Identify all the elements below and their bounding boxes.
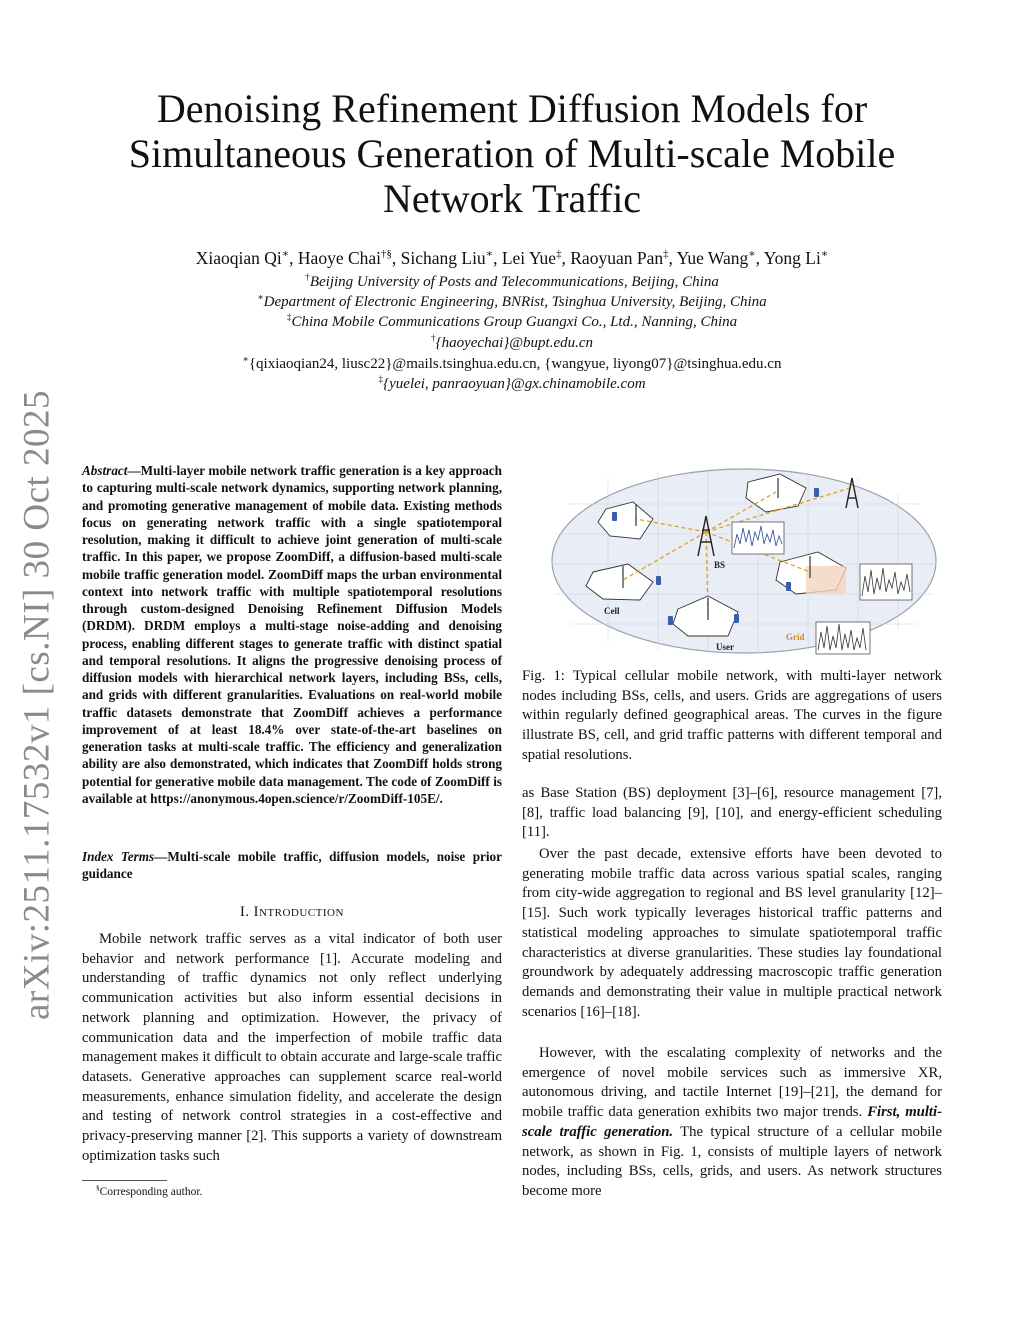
email-line: †{haoyechai}@bupt.edu.cn xyxy=(430,334,594,351)
author: Sichang Liu∗ xyxy=(400,248,494,268)
intro-paragraph: Mobile network traffic serves as a vital indicator of both user behavior and network performance [1]. Accurate modeling and understanding of traffic dynamics not only reflect underlying communication activities but also inform essential decisions in network planning and optimization. However, the privacy of communication data and the imperfection of mobile traffic data management makes it difficult to obtain accurate and large-scale traffic datasets. Generative approaches can supplement scarce real-world measurements, enhance simulation fidelity, and accelerate the design and testing of network control strategies in a cost-effective and privacy-preserving manner [2]. This supports a variety of downstream optimization tasks such xyxy=(82,931,502,1164)
author: Xiaoqian Qi∗ xyxy=(195,248,290,268)
email-line: ‡{yuelei, panraoyuan}@gx.chinamobile.com xyxy=(378,375,646,392)
coverage-area xyxy=(552,469,936,653)
cell-label: Cell xyxy=(604,606,620,616)
arxiv-identifier: arXiv:2511.17532v1 [cs.NI] 30 Oct 2025 xyxy=(16,389,58,1021)
author: Yue Wang∗ xyxy=(676,248,756,268)
email-line: ∗{qixiaoqian24, liusc22}@mails.tsinghua.edu.cn, {wangyue, liyong07}@tsinghua.edu.cn xyxy=(242,355,782,372)
body-paragraph: However, with the escalating complexity of networks and the emergence of novel mobile services such as immersive XR, autonomous driving, and tactile Internet [19]–[21], the demand for mobile traffic data generation exhibits two major trends. First, multi-scale traffic generation. The typical structure of a cellular mobile network, as shown in Fig. 1, consists of multiple layers of network nodes, including BSs, cells, grids, and users. As network structures become more xyxy=(522,1045,942,1199)
affiliation: †Beijing University of Posts and Telecommunications, Beijing, China xyxy=(305,273,719,290)
user-label: User xyxy=(716,642,734,652)
grid-label: Grid xyxy=(786,632,805,642)
cell-traffic-plot xyxy=(860,564,912,600)
footnote-rule xyxy=(82,1180,167,1181)
author: Raoyuan Pan‡ xyxy=(570,248,669,268)
body-paragraph: Over the past decade, extensive efforts have been devoted to generating mobile traffic data across various spatial scales, ranging from city-wide aggregation to regional and BS level granularity [12]–[15]. Such work typically leverages historical traffic patterns and statistical modeling approaches to simulate spatiotemporal traffic characteristics at diverse granularities. These studies lay foundational groundwork by adequately addressing macroscopic traffic generation demands and demonstrating their value in multiple practical network scenarios [16]–[18]. xyxy=(522,846,942,1020)
grid-highlight xyxy=(806,566,846,594)
affiliation: ‡China Mobile Communications Group Guangxi Co., Ltd., Nanning, China xyxy=(286,313,738,330)
body-paragraph: as Base Station (BS) deployment [3]–[6], resource management [7], [8], traffic load balancing [9], [10], and energy-efficient scheduling [11]. xyxy=(522,785,942,841)
bs-label: BS xyxy=(714,560,726,570)
figure-caption: Fig. 1: Typical cellular mobile network, with multi-layer network nodes including BSs, cells, and users. Grids are aggregations of users within regularly defined geographical areas. The curves in the figure illustrate BS, cell, and grid traffic patterns with different temporal and spatial resolutions. xyxy=(522,668,942,763)
network-figure xyxy=(548,464,940,657)
section-heading: I. INTRODUCTION xyxy=(240,904,344,920)
abstract: Abstract—Multi-layer mobile network traffic generation is a key approach to capturing multi-scale network dynamics, supporting network planning, and promoting generative management of mobile data. Existing methods focus on generating network traffic with a single spatiotemporal resolution, making it difficult to achieve joint generation of multi-scale traffic. In this paper, we propose ZoomDiff, a diffusion-based multi-scale mobile traffic generation model. ZoomDiff maps the urban environmental context into network traffic with multiple spatiotemporal resolutions through custom-designed Denoising Refinement Diffusion Models (DRDM). DRDM employs a multi-stage noise-adding and denoising process, enabling different stages to generate traffic with distinct spatial and temporal resolutions. It aligns the progressive denoising process of diffusion models with hierarchical network layers, including BSs, cells, and grids with different granularities. Evaluations on real-world mobile traffic datasets demonstrate that ZoomDiff achieves a performance improvement of at least 18.4% over state-of-the-art baselines on generation tasks at multi-scale traffic. The efficiency and generalization ability are also demonstrated, which indicates that ZoomDiff holds strong potential for generative mobile data management. The code of ZoomDiff is available at https://anonymous.4open.science/r/ZoomDiff-105E/. xyxy=(82,463,502,806)
bs-traffic-plot xyxy=(732,522,784,554)
index-terms: Index Terms—Multi-scale mobile traffic, diffusion models, noise prior guidance xyxy=(82,849,502,882)
affiliation: ∗Department of Electronic Engineering, BNRist, Tsinghua University, Beijing, China xyxy=(257,293,767,310)
paper-title: Denoising Refinement Diffusion Models for Simultaneous Generation of Multi-scale Mobile Network Traffic xyxy=(128,86,896,221)
author: Lei Yue‡ xyxy=(501,248,562,268)
author-list: Xiaoqian Qi∗, Haoye Chai†§, Sichang Liu∗, Lei Yue‡, Raoyuan Pan‡, Yue Wang∗, Yong Li∗ xyxy=(195,248,829,268)
author: Yong Li∗ xyxy=(763,248,829,268)
footnote: §Corresponding author. xyxy=(96,1184,203,1198)
author: Haoye Chai†§ xyxy=(297,248,392,268)
